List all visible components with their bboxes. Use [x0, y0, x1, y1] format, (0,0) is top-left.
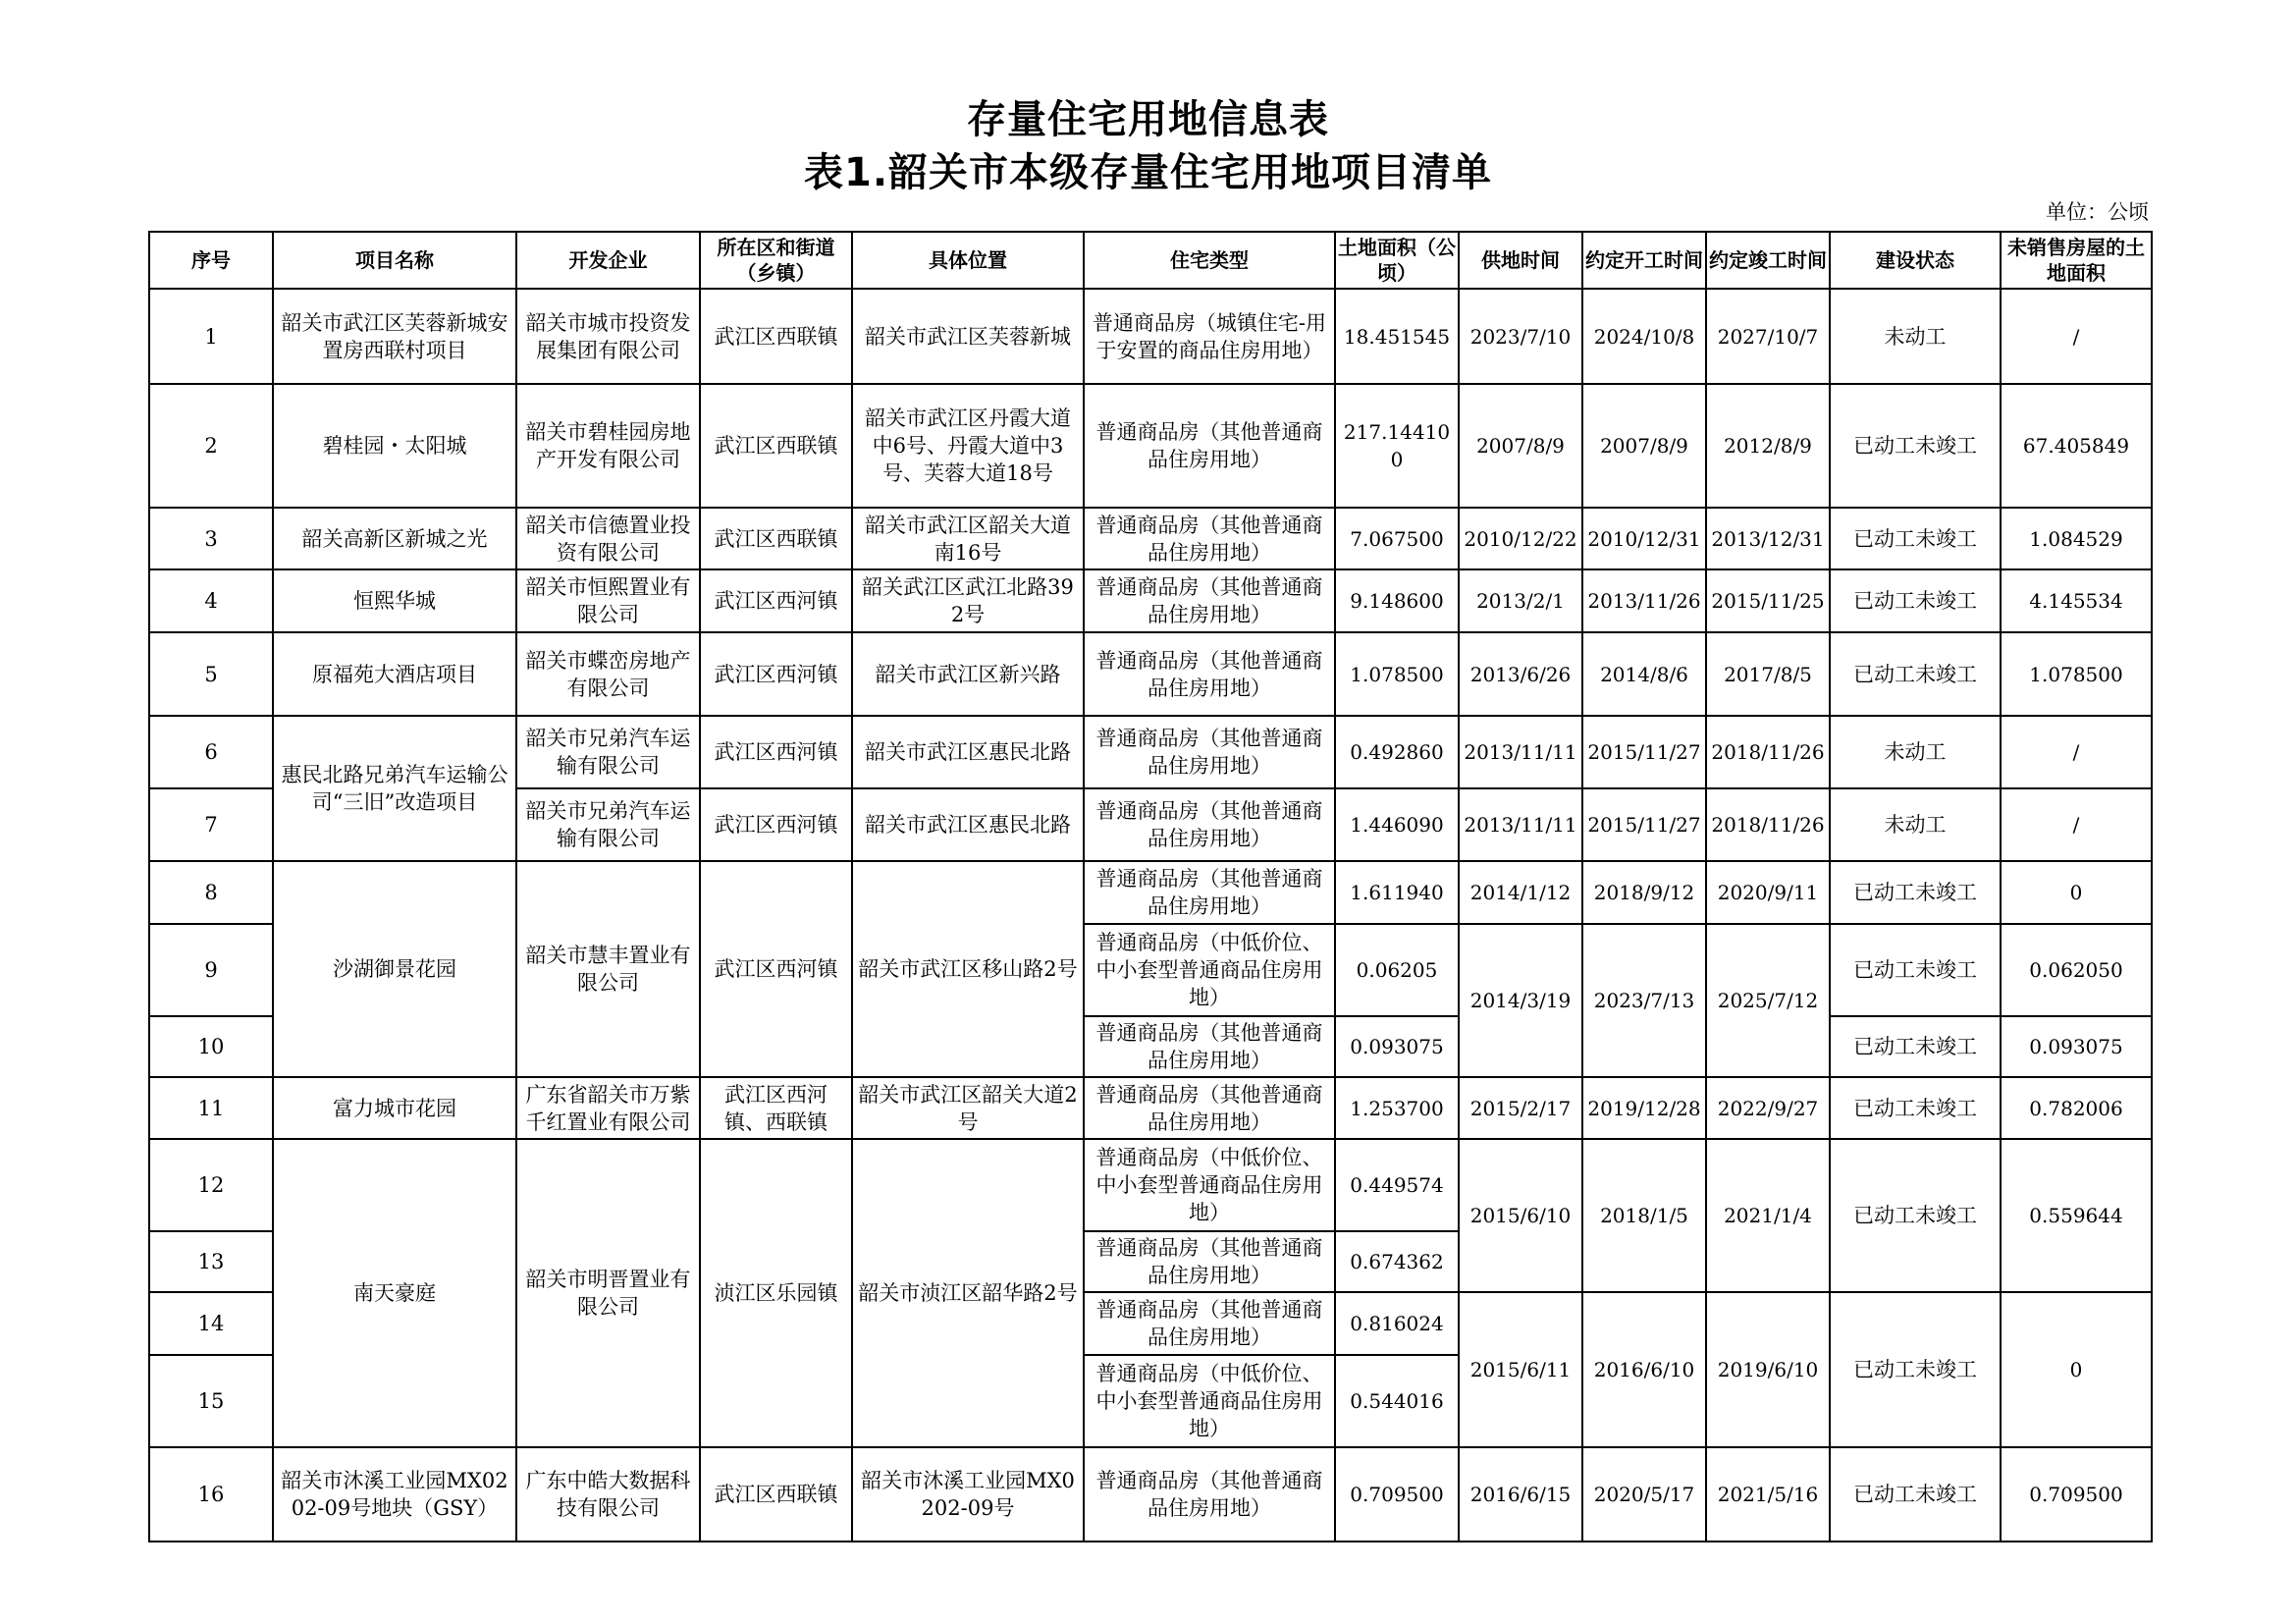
- area-cell: 18.451545: [1335, 289, 1459, 384]
- table-row: [149, 716, 2152, 788]
- housing-type-cell: 普通商品房（其他普通商品住房用地）: [1084, 861, 1335, 924]
- start-date-cell: 2007/8/9: [1582, 384, 1706, 508]
- area-cell: 0.093075: [1335, 1016, 1459, 1077]
- area-cell: 0.709500: [1335, 1447, 1459, 1542]
- area-cell: 1.446090: [1335, 788, 1459, 861]
- start-date-cell: 2015/11/27: [1582, 788, 1706, 861]
- developer-cell: 韶关市兄弟汽车运输有限公司: [516, 788, 700, 861]
- seq-cell: 14: [149, 1292, 273, 1355]
- developer-cell: 广东省韶关市万紫千红置业有限公司: [516, 1077, 700, 1139]
- header-row: [149, 232, 2152, 289]
- seq-cell: 15: [149, 1355, 273, 1447]
- area-cell: 0.544016: [1335, 1355, 1459, 1447]
- unsold-area-cell: 0: [2001, 861, 2152, 924]
- finish-date-cell: 2021/1/4: [1706, 1139, 1830, 1292]
- seq-cell: 12: [149, 1139, 273, 1231]
- area-cell: 0.674362: [1335, 1231, 1459, 1292]
- unsold-area-cell: /: [2001, 788, 2152, 861]
- header-name: 项目名称: [273, 232, 516, 289]
- location-cell: 韶关市武江区韶关大道2号: [852, 1077, 1084, 1139]
- status-cell: 已动工未竣工: [1830, 1016, 2001, 1077]
- status-cell: 未动工: [1830, 788, 2001, 861]
- developer-cell: 韶关市蝶峦房地产有限公司: [516, 632, 700, 716]
- start-date-cell: 2018/9/12: [1582, 861, 1706, 924]
- unsold-area-cell: 1.084529: [2001, 508, 2152, 569]
- seq-cell: 5: [149, 632, 273, 716]
- start-date-cell: 2020/5/17: [1582, 1447, 1706, 1542]
- table-row: [149, 861, 2152, 924]
- project-name-cell: 韶关市武江区芙蓉新城安置房西联村项目: [273, 289, 516, 384]
- housing-type-cell: 普通商品房（其他普通商品住房用地）: [1084, 1292, 1335, 1355]
- header-supply-date: 供地时间: [1459, 232, 1582, 289]
- start-date-cell: 2016/6/10: [1582, 1292, 1706, 1447]
- header-unsold-area: 未销售房屋的土地面积: [2001, 232, 2152, 289]
- housing-type-cell: 普通商品房（中低价位、中小套型普通商品住房用地）: [1084, 1355, 1335, 1447]
- project-name-cell: 惠民北路兄弟汽车运输公司“三旧”改造项目: [273, 716, 516, 861]
- area-cell: 217.144100: [1335, 384, 1459, 508]
- location-cell: 韶关武江区武江北路392号: [852, 569, 1084, 632]
- finish-date-cell: 2019/6/10: [1706, 1292, 1830, 1447]
- supply-date-cell: 2010/12/22: [1459, 508, 1582, 569]
- header-area: 土地面积（公顷）: [1335, 232, 1459, 289]
- location-cell: 韶关市武江区丹霞大道中6号、丹霞大道中3号、芙蓉大道18号: [852, 384, 1084, 508]
- location-cell: 韶关市武江区惠民北路: [852, 716, 1084, 788]
- unsold-area-cell: 0.559644: [2001, 1139, 2152, 1292]
- seq-cell: 13: [149, 1231, 273, 1292]
- housing-type-cell: 普通商品房（其他普通商品住房用地）: [1084, 1016, 1335, 1077]
- area-cell: 0.449574: [1335, 1139, 1459, 1231]
- table-row: [149, 384, 2152, 508]
- status-cell: 已动工未竣工: [1830, 924, 2001, 1016]
- seq-cell: 4: [149, 569, 273, 632]
- unsold-area-cell: 0.093075: [2001, 1016, 2152, 1077]
- status-cell: 未动工: [1830, 716, 2001, 788]
- unsold-area-cell: /: [2001, 289, 2152, 384]
- project-name-cell: 富力城市花园: [273, 1077, 516, 1139]
- seq-cell: 8: [149, 861, 273, 924]
- housing-type-cell: 普通商品房（中低价位、中小套型普通商品住房用地）: [1084, 1139, 1335, 1231]
- developer-cell: 韶关市兄弟汽车运输有限公司: [516, 716, 700, 788]
- developer-cell: 韶关市城市投资发展集团有限公司: [516, 289, 700, 384]
- project-name-cell: 原福苑大酒店项目: [273, 632, 516, 716]
- project-name-cell: 碧桂园・太阳城: [273, 384, 516, 508]
- supply-date-cell: 2014/3/19: [1459, 924, 1582, 1077]
- district-cell: 武江区西河镇: [700, 632, 852, 716]
- supply-date-cell: 2015/6/10: [1459, 1139, 1582, 1292]
- supply-date-cell: 2015/2/17: [1459, 1077, 1582, 1139]
- housing-type-cell: 普通商品房（其他普通商品住房用地）: [1084, 716, 1335, 788]
- unsold-area-cell: 0: [2001, 1292, 2152, 1447]
- district-cell: 武江区西河镇: [700, 788, 852, 861]
- district-cell: 武江区西联镇: [700, 508, 852, 569]
- unsold-area-cell: 0.782006: [2001, 1077, 2152, 1139]
- seq-cell: 2: [149, 384, 273, 508]
- area-cell: 0.492860: [1335, 716, 1459, 788]
- start-date-cell: 2024/10/8: [1582, 289, 1706, 384]
- header-seq: 序号: [149, 232, 273, 289]
- housing-type-cell: 普通商品房（其他普通商品住房用地）: [1084, 384, 1335, 508]
- area-cell: 0.816024: [1335, 1292, 1459, 1355]
- location-cell: 韶关市武江区新兴路: [852, 632, 1084, 716]
- area-cell: 1.253700: [1335, 1077, 1459, 1139]
- table-row: [149, 508, 2152, 569]
- status-cell: 已动工未竣工: [1830, 1447, 2001, 1542]
- table-row: [149, 569, 2152, 632]
- supply-date-cell: 2013/11/11: [1459, 716, 1582, 788]
- project-name-cell: 韶关市沐溪工业园MX0202-09号地块（GSY）: [273, 1447, 516, 1542]
- location-cell: 韶关市浈江区韶华路2号: [852, 1139, 1084, 1447]
- supply-date-cell: 2016/6/15: [1459, 1447, 1582, 1542]
- housing-type-cell: 普通商品房（其他普通商品住房用地）: [1084, 508, 1335, 569]
- finish-date-cell: 2015/11/25: [1706, 569, 1830, 632]
- project-name-cell: 韶关高新区新城之光: [273, 508, 516, 569]
- seq-cell: 7: [149, 788, 273, 861]
- header-housing-type: 住宅类型: [1084, 232, 1335, 289]
- developer-cell: 韶关市信德置业投资有限公司: [516, 508, 700, 569]
- district-cell: 武江区西河镇: [700, 861, 852, 1077]
- page-title: 存量住宅用地信息表: [967, 97, 1329, 142]
- header-location: 具体位置: [852, 232, 1084, 289]
- table-row: [149, 289, 2152, 384]
- finish-date-cell: 2027/10/7: [1706, 289, 1830, 384]
- project-name-cell: 南天豪庭: [273, 1139, 516, 1447]
- area-cell: 7.067500: [1335, 508, 1459, 569]
- supply-date-cell: 2014/1/12: [1459, 861, 1582, 924]
- status-cell: 已动工未竣工: [1830, 384, 2001, 508]
- housing-type-cell: 普通商品房（中低价位、中小套型普通商品住房用地）: [1084, 924, 1335, 1016]
- housing-type-cell: 普通商品房（其他普通商品住房用地）: [1084, 1077, 1335, 1139]
- status-cell: 已动工未竣工: [1830, 569, 2001, 632]
- unsold-area-cell: 67.405849: [2001, 384, 2152, 508]
- supply-date-cell: 2013/11/11: [1459, 788, 1582, 861]
- status-cell: 已动工未竣工: [1830, 1292, 2001, 1447]
- supply-date-cell: 2013/2/1: [1459, 569, 1582, 632]
- unsold-area-cell: 0.062050: [2001, 924, 2152, 1016]
- header-district: 所在区和街道（乡镇）: [700, 232, 852, 289]
- housing-type-cell: 普通商品房（其他普通商品住房用地）: [1084, 1231, 1335, 1292]
- housing-type-cell: 普通商品房（其他普通商品住房用地）: [1084, 1447, 1335, 1542]
- finish-date-cell: 2022/9/27: [1706, 1077, 1830, 1139]
- land-table: [148, 231, 2153, 1542]
- developer-cell: 韶关市慧丰置业有限公司: [516, 861, 700, 1077]
- developer-cell: 广东中皓大数据科技有限公司: [516, 1447, 700, 1542]
- seq-cell: 16: [149, 1447, 273, 1542]
- finish-date-cell: 2020/9/11: [1706, 861, 1830, 924]
- status-cell: 已动工未竣工: [1830, 1077, 2001, 1139]
- housing-type-cell: 普通商品房（其他普通商品住房用地）: [1084, 569, 1335, 632]
- seq-cell: 6: [149, 716, 273, 788]
- district-cell: 武江区西河镇、西联镇: [700, 1077, 852, 1139]
- supply-date-cell: 2015/6/11: [1459, 1292, 1582, 1447]
- start-date-cell: 2014/8/6: [1582, 632, 1706, 716]
- district-cell: 武江区西联镇: [700, 384, 852, 508]
- start-date-cell: 2010/12/31: [1582, 508, 1706, 569]
- developer-cell: 韶关市恒熙置业有限公司: [516, 569, 700, 632]
- table-subtitle: 表1.韶关市本级存量住宅用地项目清单: [803, 150, 1493, 195]
- finish-date-cell: 2013/12/31: [1706, 508, 1830, 569]
- finish-date-cell: 2025/7/12: [1706, 924, 1830, 1077]
- supply-date-cell: 2007/8/9: [1459, 384, 1582, 508]
- location-cell: 韶关市武江区移山路2号: [852, 861, 1084, 1077]
- district-cell: 武江区西河镇: [700, 716, 852, 788]
- developer-cell: 韶关市碧桂园房地产开发有限公司: [516, 384, 700, 508]
- location-cell: 韶关市沐溪工业园MX0202-09号: [852, 1447, 1084, 1542]
- area-cell: 1.078500: [1335, 632, 1459, 716]
- status-cell: 已动工未竣工: [1830, 861, 2001, 924]
- header-finish-date: 约定竣工时间: [1706, 232, 1830, 289]
- finish-date-cell: 2018/11/26: [1706, 788, 1830, 861]
- location-cell: 韶关市武江区惠民北路: [852, 788, 1084, 861]
- header-start-date: 约定开工时间: [1582, 232, 1706, 289]
- table-row: [149, 1077, 2152, 1139]
- unit-label: 单位：公顷: [2046, 200, 2149, 224]
- supply-date-cell: 2023/7/10: [1459, 289, 1582, 384]
- seq-cell: 9: [149, 924, 273, 1016]
- housing-type-cell: 普通商品房（城镇住宅-用于安置的商品住房用地）: [1084, 289, 1335, 384]
- district-cell: 武江区西联镇: [700, 289, 852, 384]
- developer-cell: 韶关市明晋置业有限公司: [516, 1139, 700, 1447]
- table-row: [149, 1447, 2152, 1542]
- status-cell: 已动工未竣工: [1830, 632, 2001, 716]
- location-cell: 韶关市武江区芙蓉新城: [852, 289, 1084, 384]
- unsold-area-cell: /: [2001, 716, 2152, 788]
- area-cell: 0.06205: [1335, 924, 1459, 1016]
- district-cell: 武江区西联镇: [700, 1447, 852, 1542]
- district-cell: 浈江区乐园镇: [700, 1139, 852, 1447]
- housing-type-cell: 普通商品房（其他普通商品住房用地）: [1084, 632, 1335, 716]
- start-date-cell: 2013/11/26: [1582, 569, 1706, 632]
- seq-cell: 3: [149, 508, 273, 569]
- start-date-cell: 2018/1/5: [1582, 1139, 1706, 1292]
- area-cell: 1.611940: [1335, 861, 1459, 924]
- finish-date-cell: 2021/5/16: [1706, 1447, 1830, 1542]
- status-cell: 未动工: [1830, 289, 2001, 384]
- area-cell: 9.148600: [1335, 569, 1459, 632]
- status-cell: 已动工未竣工: [1830, 508, 2001, 569]
- header-status: 建设状态: [1830, 232, 2001, 289]
- location-cell: 韶关市武江区韶关大道南16号: [852, 508, 1084, 569]
- finish-date-cell: 2012/8/9: [1706, 384, 1830, 508]
- status-cell: 已动工未竣工: [1830, 1139, 2001, 1292]
- project-name-cell: 恒熙华城: [273, 569, 516, 632]
- unsold-area-cell: 4.145534: [2001, 569, 2152, 632]
- project-name-cell: 沙湖御景花园: [273, 861, 516, 1077]
- seq-cell: 11: [149, 1077, 273, 1139]
- start-date-cell: 2015/11/27: [1582, 716, 1706, 788]
- district-cell: 武江区西河镇: [700, 569, 852, 632]
- unsold-area-cell: 0.709500: [2001, 1447, 2152, 1542]
- finish-date-cell: 2018/11/26: [1706, 716, 1830, 788]
- header-developer: 开发企业: [516, 232, 700, 289]
- seq-cell: 10: [149, 1016, 273, 1077]
- table-row: [149, 1139, 2152, 1231]
- seq-cell: 1: [149, 289, 273, 384]
- unsold-area-cell: 1.078500: [2001, 632, 2152, 716]
- start-date-cell: 2019/12/28: [1582, 1077, 1706, 1139]
- start-date-cell: 2023/7/13: [1582, 924, 1706, 1077]
- housing-type-cell: 普通商品房（其他普通商品住房用地）: [1084, 788, 1335, 861]
- finish-date-cell: 2017/8/5: [1706, 632, 1830, 716]
- table-row: [149, 632, 2152, 716]
- supply-date-cell: 2013/6/26: [1459, 632, 1582, 716]
